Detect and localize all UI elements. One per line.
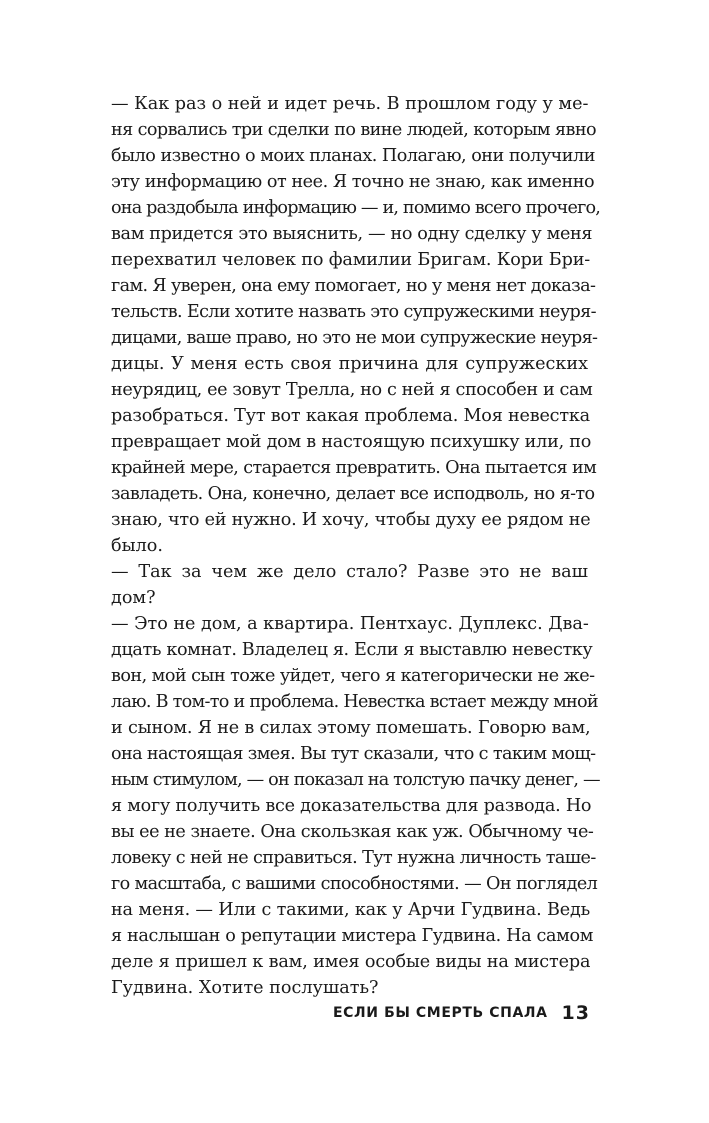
text-line: вы ее не знаете. Она скользкая как уж. Обычному че-	[111, 822, 594, 842]
text-line: ным стимулом, — он показал на толстую пачку денег, —	[111, 770, 600, 790]
text-line: вон, мой сын тоже уйдет, чего я категорически не же-	[111, 666, 595, 686]
text-line: эту информацию от нее. Я точно не знаю, как именно	[111, 172, 595, 192]
page-number: 13	[561, 1002, 590, 1024]
text-line: я наслышан о репутации мистера Гудвина. На самом	[111, 926, 594, 946]
text-line: завладеть. Она, конечно, делает все исподволь, но я-то	[111, 484, 595, 504]
page-footer	[330, 1000, 590, 1026]
text-line: деле я пришел к вам, имея особые виды на мистера	[111, 952, 591, 972]
text-line: дцать комнат. Владелец я. Если я выставлю невестку	[111, 640, 593, 660]
text-line: тельств. Если хотите назвать это супружескими неуря-	[111, 302, 596, 322]
text-line: вам придется это выяснить, — но одну сделку у меня	[111, 224, 593, 244]
text-line: ловеку с ней не справиться. Тут нужна личность таше-	[111, 848, 596, 868]
text-line: неурядиц, ее зовут Трелла, но с ней я способен и сам	[111, 380, 593, 400]
text-line: разобраться. Тут вот какая проблема. Моя невестка	[111, 406, 590, 426]
text-line: было.	[111, 536, 163, 556]
text-line: Гудвина. Хотите послушать?	[111, 978, 379, 998]
text-line: перехватил человек по фамилии Бригам. Кори Бри-	[111, 250, 591, 270]
text-line: и сыном. Я не в силах этому помешать. Говорю вам,	[111, 718, 591, 738]
running-title: ЕСЛИ БЫ СМЕРТЬ СПАЛА	[333, 1005, 548, 1021]
text-line: гам. Я уверен, она ему помогает, но у меня нет доказа-	[111, 276, 596, 296]
text-line: она раздобыла информацию — и, помимо всего прочего,	[111, 198, 601, 218]
text-line: дицы. У меня есть своя причина для супружеских	[111, 354, 588, 374]
text-line: ня сорвались три сделки по вине людей, которым явно	[111, 120, 596, 140]
text-line: превращает мой дом в настоящую психушку или, по	[111, 432, 592, 452]
text-line: было известно о моих планах. Полагаю, они получили	[111, 146, 595, 166]
text-line: она настоящая змея. Вы тут сказали, что с таким мощ-	[111, 744, 596, 764]
text-line: на меня. — Или с такими, как у Арчи Гудвина. Ведь	[111, 900, 591, 920]
body-text	[111, 91, 601, 1001]
text-line: крайней мере, старается превратить. Она пытается им	[111, 458, 597, 478]
text-line: — Это не дом, а квартира. Пентхаус. Дуплекс. Два-	[111, 614, 589, 634]
text-line: — Как раз о ней и идет речь. В прошлом году у ме-	[111, 94, 589, 114]
text-line: я могу получить все доказательства для развода. Но	[111, 796, 592, 816]
text-line: дом?	[111, 588, 156, 608]
text-line: — Так за чем же дело стало? Разве это не ваш	[111, 562, 588, 582]
text-line: го масштаба, с вашими способностями. — Он поглядел	[111, 874, 598, 894]
text-line: знаю, что ей нужно. И хочу, чтобы духу ее рядом не	[111, 510, 591, 530]
text-line: лаю. В том-то и проблема. Невестка встает между мной	[111, 692, 598, 712]
text-line: дицами, ваше право, но это не мои супружеские неуря-	[111, 328, 598, 348]
